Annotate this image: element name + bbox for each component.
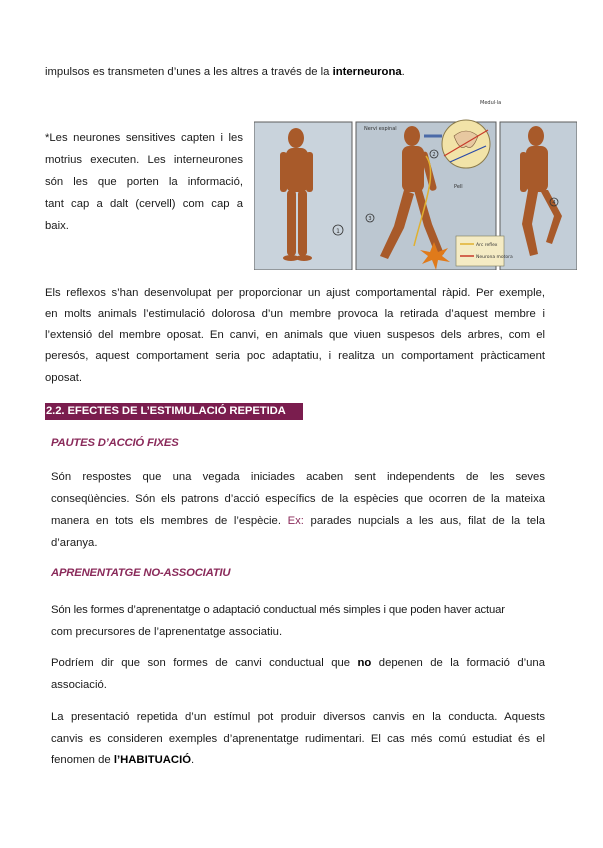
paragraph-line: canvis es consideren exemples d’aprenentatge rudimentari. El cas més comú estudiat és el xyxy=(51,733,545,745)
reflex-arc-illustration xyxy=(254,96,577,270)
paragraph-line: Són les formes d’aprenentatge o adaptació conductual més simples i que poden haver actuar xyxy=(51,604,505,616)
paragraph-line: fenomen de l’HABITUACIÓ. xyxy=(51,754,195,766)
legend-box xyxy=(456,236,504,266)
paragraph-line: peresós, aquest comportament seria poc adaptatiu, i realitza un comportament pràcticament xyxy=(45,350,545,362)
legend-item: Arc reflex xyxy=(476,243,498,248)
term-interneurona: interneurona xyxy=(332,66,402,78)
legend-item: Neurona motora xyxy=(476,255,513,260)
paragraph-line: d’aranya. xyxy=(51,537,98,549)
paragraph-line: oposat. xyxy=(45,372,83,384)
side-text-line: són les que porten la informació, xyxy=(45,176,243,188)
side-text-line: baix. xyxy=(45,220,69,232)
paragraph-line: La presentació repetida d’un estímul pot produir diversos canvis en la conducta. Aquests xyxy=(51,711,545,723)
subheading-non-associative-learning: APRENENTATGE NO-ASSOCIATIU xyxy=(51,567,231,579)
section-heading: 2.2. EFECTES DE L’ESTIMULACIÓ REPETIDA xyxy=(45,403,303,420)
svg-text:2: 2 xyxy=(432,152,436,158)
medulla-label: Medul·la xyxy=(480,100,502,106)
svg-text:3: 3 xyxy=(368,216,372,222)
side-text-line: motrius executen. Les interneurones xyxy=(45,154,243,166)
skin-label: Pell xyxy=(454,184,463,190)
paragraph-line: com precursores de l’aprenentatge associatiu. xyxy=(51,626,283,638)
subheading-fixed-action-patterns: PAUTES D’ACCIÓ FIXES xyxy=(51,437,179,449)
paragraph-line: Són respostes que una vegada iniciades acaben sent independents de les seves xyxy=(51,471,545,483)
step-1-label: 1 xyxy=(336,228,340,235)
paragraph-line: conseqüències. Són els patrons d’acció específics de la espècies que ocorren de la mateixa xyxy=(51,493,545,505)
side-text-line: *Les neurones sensitives capten i les xyxy=(45,132,243,144)
emphasis-no: no xyxy=(357,657,372,669)
spinal-cord-inset xyxy=(442,120,490,168)
paragraph-line: Els reflexos s’han desenvolupat per proporcionar un ajust comportamental ràpid. Per exemple, xyxy=(45,287,545,299)
svg-text:4: 4 xyxy=(552,200,556,206)
intro-line: impulsos es transmeten d’unes a les altres a través de la interneurona. xyxy=(45,66,405,78)
paragraph-line: manera en tots els membres de l’espècie. Ex: parades nupcials a les aus, filat de la tela xyxy=(51,515,546,527)
term-habituacio: l’HABITUACIÓ xyxy=(113,754,192,766)
paragraph-line: en molts animals l’estimulació dolorosa d’un membre provoca la retirada d’aquest membre i xyxy=(45,308,545,320)
reflex-arc-figure xyxy=(254,96,577,270)
nerve-label: Nervi espinal xyxy=(364,126,397,132)
paragraph-line: Podríem dir que son formes de canvi conductual que no depenen de la formació d’una xyxy=(51,657,545,669)
paragraph-line: l’extensió del membre oposat. En canvi, en animals que viuen suspesos dels arbres, com el xyxy=(45,329,545,341)
paragraph-line: associació. xyxy=(51,679,107,691)
side-text-line: tant cap a dalt (cervell) com cap a xyxy=(45,198,243,210)
example-label: Ex: xyxy=(287,515,304,527)
